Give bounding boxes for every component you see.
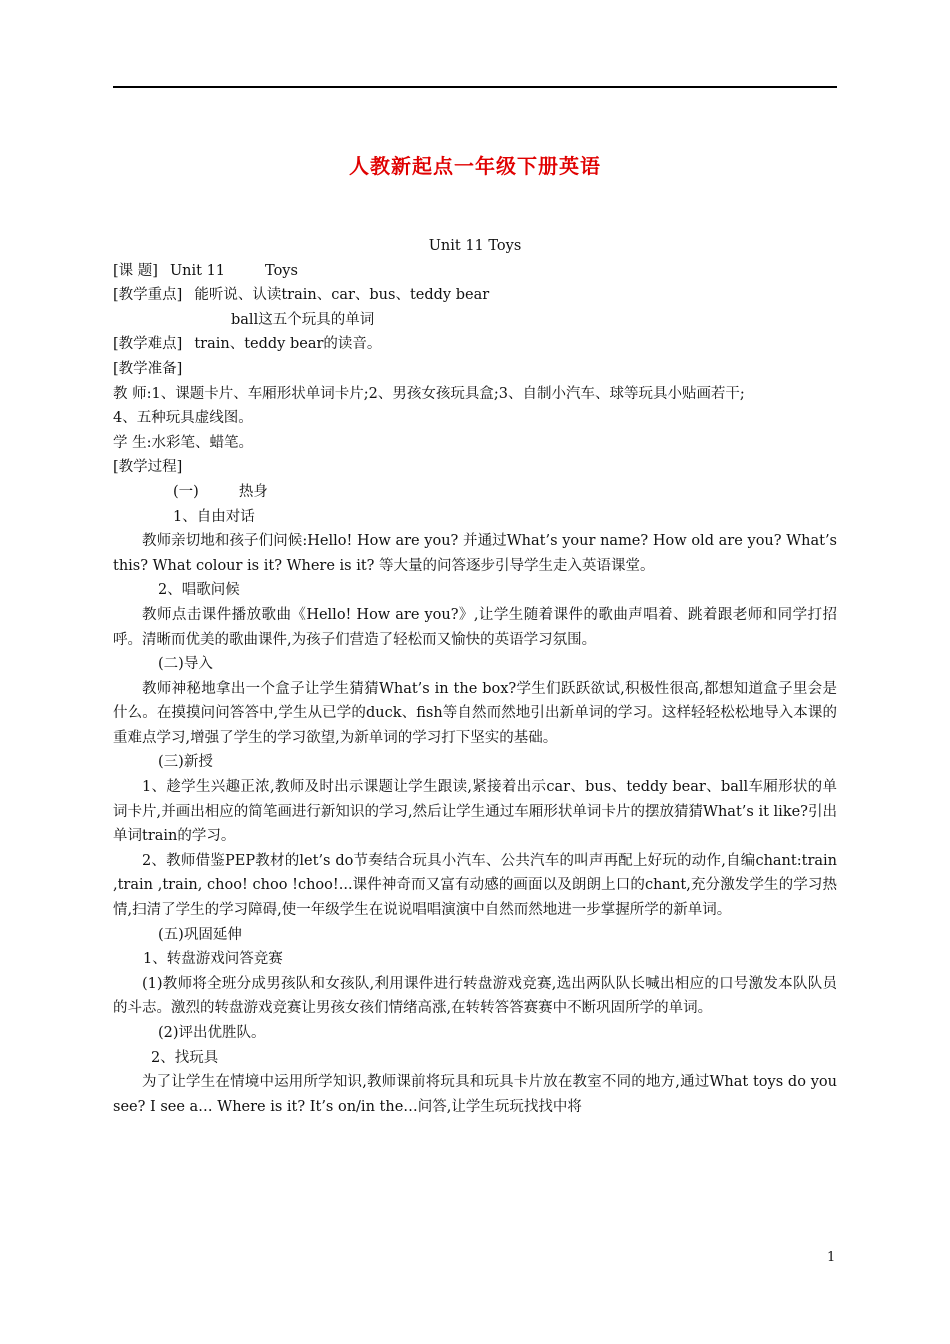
free-talk-heading: 1、自由对话 [173,508,255,525]
section-warmup-number: (一) [173,483,199,500]
section-new-heading: (三)新授 [158,754,213,771]
topic-label: [课 题] [113,262,158,279]
teacher-prep-line1: 教 师:1、课题卡片、车厢形状单词卡片;2、男孩女孩玩具盒;3、自制小汽车、球等玩具小贴画若干; [113,385,745,402]
find-toys-heading: 2、找玩具 [151,1049,219,1066]
section-new-paragraph-1: 1、趁学生兴趣正浓,教师及时出示课题让学生跟读,紧接着出示car、bus、teddy bear、ball车厢形状的单词卡片,并画出相应的简笔画进行新知识的学习,然后让学生通过车厢形状单词卡片的摆放猜猜What’s it like?引出单词train的学习。 [113,779,837,845]
section-intro-heading: (二)导入 [158,656,213,673]
header-rule [113,86,837,88]
difficulty-row [113,332,837,357]
section-warmup-heading [113,480,837,505]
free-talk-paragraph: 教师亲切地和孩子们问候:Hello! How are you? 并通过What’s your name? How old are you? What’s this? What colour is it? Where is it? 等大量的问答逐步引导学生走入英语课堂。 [113,533,837,574]
spin-game-paragraph: (1)教师将全班分成男孩队和女孩队,利用课件进行转盘游戏竞赛,选出两队队长喊出相应的口号激发本队队员的斗志。激烈的转盘游戏竞赛让男孩女孩们情绪高涨,在转转答答赛赛中不断巩固所学的单词。 [113,975,837,1017]
topic-row [113,259,837,284]
unit-heading: Unit 11 Toys [428,238,522,254]
song-paragraph: 教师点击课件播放歌曲《Hello! How are you?》,让学生随着课件的歌曲声唱着、跳着跟老师和同学打招呼。清晰而优美的歌曲课件,为孩子们营造了轻松而又愉快的英语学习氛围。 [113,606,837,648]
section-warmup-title: 热身 [238,483,268,500]
document-title: 人教新起点一年级下册英语 [349,154,601,178]
focus-label: [教学重点] [113,287,183,304]
topic-name: Toys [265,262,298,279]
focus-line1: 能听说、认读train、car、bus、teddy bear [194,287,490,304]
student-prep: 学 生:水彩笔、蜡笔。 [113,434,253,451]
find-toys-paragraph: 为了让学生在情境中运用所学知识,教师课前将玩具和玩具卡片放在教室不同的地方,通过What toys do you see? I see a… Where is it? It’s on/in the…问答,让学生玩玩找找中将 [113,1074,837,1115]
process-label: [教学过程] [113,459,183,476]
spin-game-heading: 1、转盘游戏问答竞赛 [143,951,283,968]
document-body [113,234,837,1119]
focus-line2: ball这五个玩具的单词 [231,311,375,328]
teacher-prep-line2: 4、五种玩具虚线图。 [113,410,253,427]
winner-line: (2)评出优胜队。 [158,1025,266,1041]
page-number: 1 [827,1250,836,1265]
difficulty-text: train、teddy bear的读音。 [194,336,382,353]
section-consolidate-heading: (五)巩固延伸 [158,926,242,943]
topic-unit: Unit 11 [169,262,226,279]
prep-label: [教学准备] [113,360,183,377]
song-heading: 2、唱歌问候 [158,582,240,599]
section-intro-paragraph: 教师神秘地拿出一个盒子让学生猜猜What’s in the box?学生们跃跃欲试,积极性很高,都想知道盒子里会是什么。在摸摸问问答答中,学生从已学的duck、fish等自然而然地引出新单词的学习。这样轻轻松松地导入本课的重难点学习,增强了学生的学习欲望,为新单词的学习打下坚实的基础。 [113,680,837,746]
section-new-paragraph-2: 2、教师借鉴PEP教材的let’s do节奏结合玩具小汽车、公共汽车的叫声再配上好玩的动作,自编chant:train ,train ,train, choo! choo !choo!...课件神奇而又富有动感的画面以及朗朗上口的chant,充分激发学生的学习热情,扫清了学生的学习障碍,使一年级学生在说说唱唱演演中自然而然地进一步掌握所学的新单词。 [113,852,837,919]
focus-row [113,283,837,308]
difficulty-label: [教学难点] [113,336,183,353]
